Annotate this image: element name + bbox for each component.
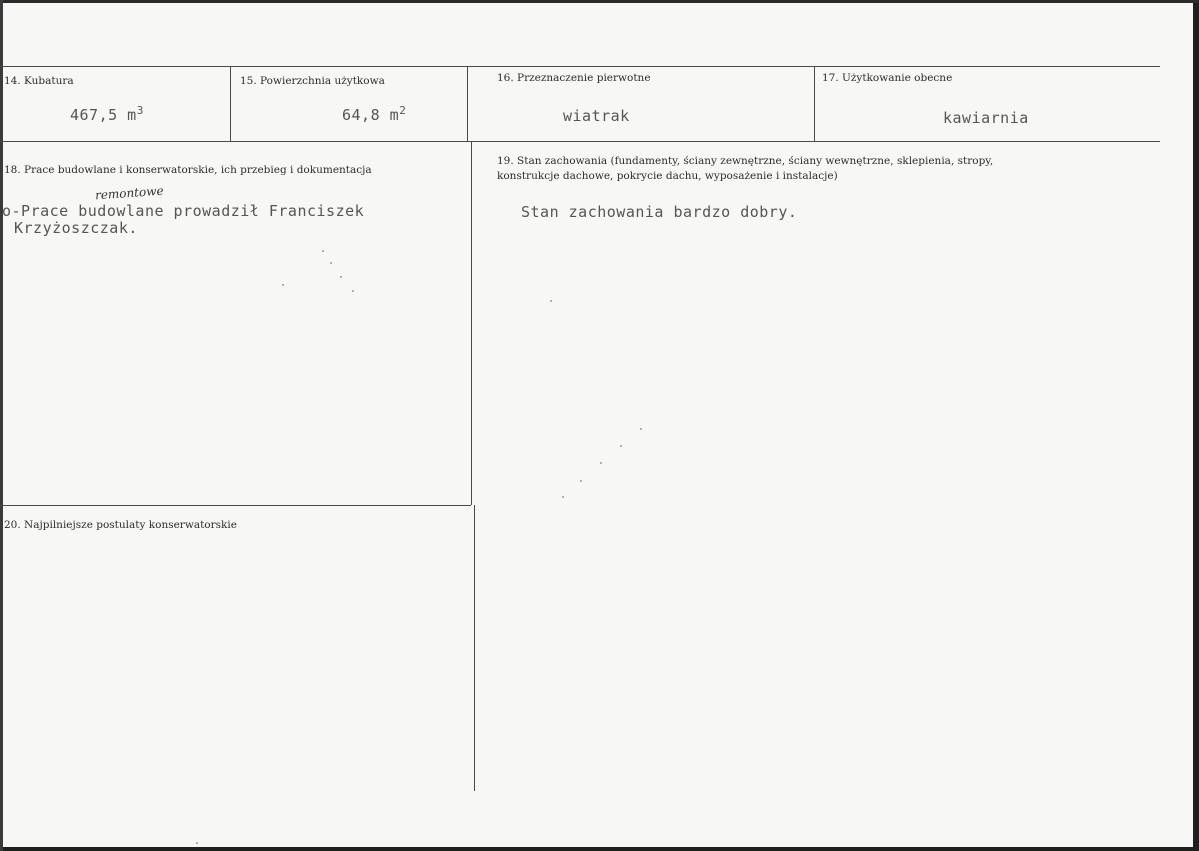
volume-unit-exponent: 3	[136, 104, 144, 117]
field-20-label: 20. Najpilniejsze postulaty konserwatorskie	[4, 519, 237, 531]
scan-speck	[550, 300, 552, 302]
scan-speck	[352, 290, 354, 292]
divider-16-17	[814, 66, 815, 141]
top-row-upper-rule	[0, 66, 1160, 67]
field-15-label: 15. Powierzchnia użytkowa	[240, 75, 385, 87]
scan-speck	[322, 250, 324, 252]
scan-speck	[282, 284, 284, 286]
handwritten-insert: remontowe	[94, 183, 164, 203]
scan-speck	[340, 276, 342, 278]
field-14-value	[70, 104, 144, 124]
field-16-label: 16. Przeznaczenie pierwotne	[497, 72, 651, 84]
field-18-text-line-1: o-Prace budowlane prowadził Franciszek	[2, 202, 365, 220]
area-value: 64,8 m	[342, 106, 400, 124]
field-14-label: 14. Kubatura	[4, 75, 74, 87]
field-17-label: 17. Użytkowanie obecne	[822, 72, 953, 84]
field-18-text-line-2: Krzyżoszczak.	[14, 219, 138, 237]
section-20-rule	[0, 505, 471, 506]
field-19-value: Stan zachowania bardzo dobry.	[521, 203, 798, 221]
scan-speck	[640, 428, 642, 430]
scan-speck	[600, 462, 602, 464]
field-15-value	[342, 104, 406, 124]
field-19-label-line-2: konstrukcje dachowe, pokrycie dachu, wyposażenie i instalacje)	[497, 170, 838, 182]
scan-speck	[620, 445, 622, 447]
left-edge	[0, 0, 3, 851]
scan-speck	[562, 496, 564, 498]
field-16-value: wiatrak	[563, 107, 630, 125]
area-unit-exponent: 2	[399, 104, 407, 117]
divider-18-19-upper	[471, 141, 472, 505]
volume-value: 467,5 m	[70, 106, 137, 124]
field-18-label: 18. Prace budowlane i konserwatorskie, ich przebieg i dokumentacja	[4, 164, 372, 176]
divider-14-15	[230, 66, 231, 141]
field-17-value: kawiarnia	[943, 109, 1029, 127]
scan-speck	[330, 262, 332, 264]
top-row-lower-rule	[0, 141, 1160, 142]
scan-speck	[196, 842, 198, 844]
field-19-label-line-1: 19. Stan zachowania (fundamenty, ściany zewnętrzne, ściany wewnętrzne, sklepienia, stropy,	[497, 155, 994, 167]
divider-20-right	[474, 505, 475, 791]
scan-speck	[580, 480, 582, 482]
top-edge	[0, 0, 1199, 3]
divider-15-16	[467, 66, 468, 141]
